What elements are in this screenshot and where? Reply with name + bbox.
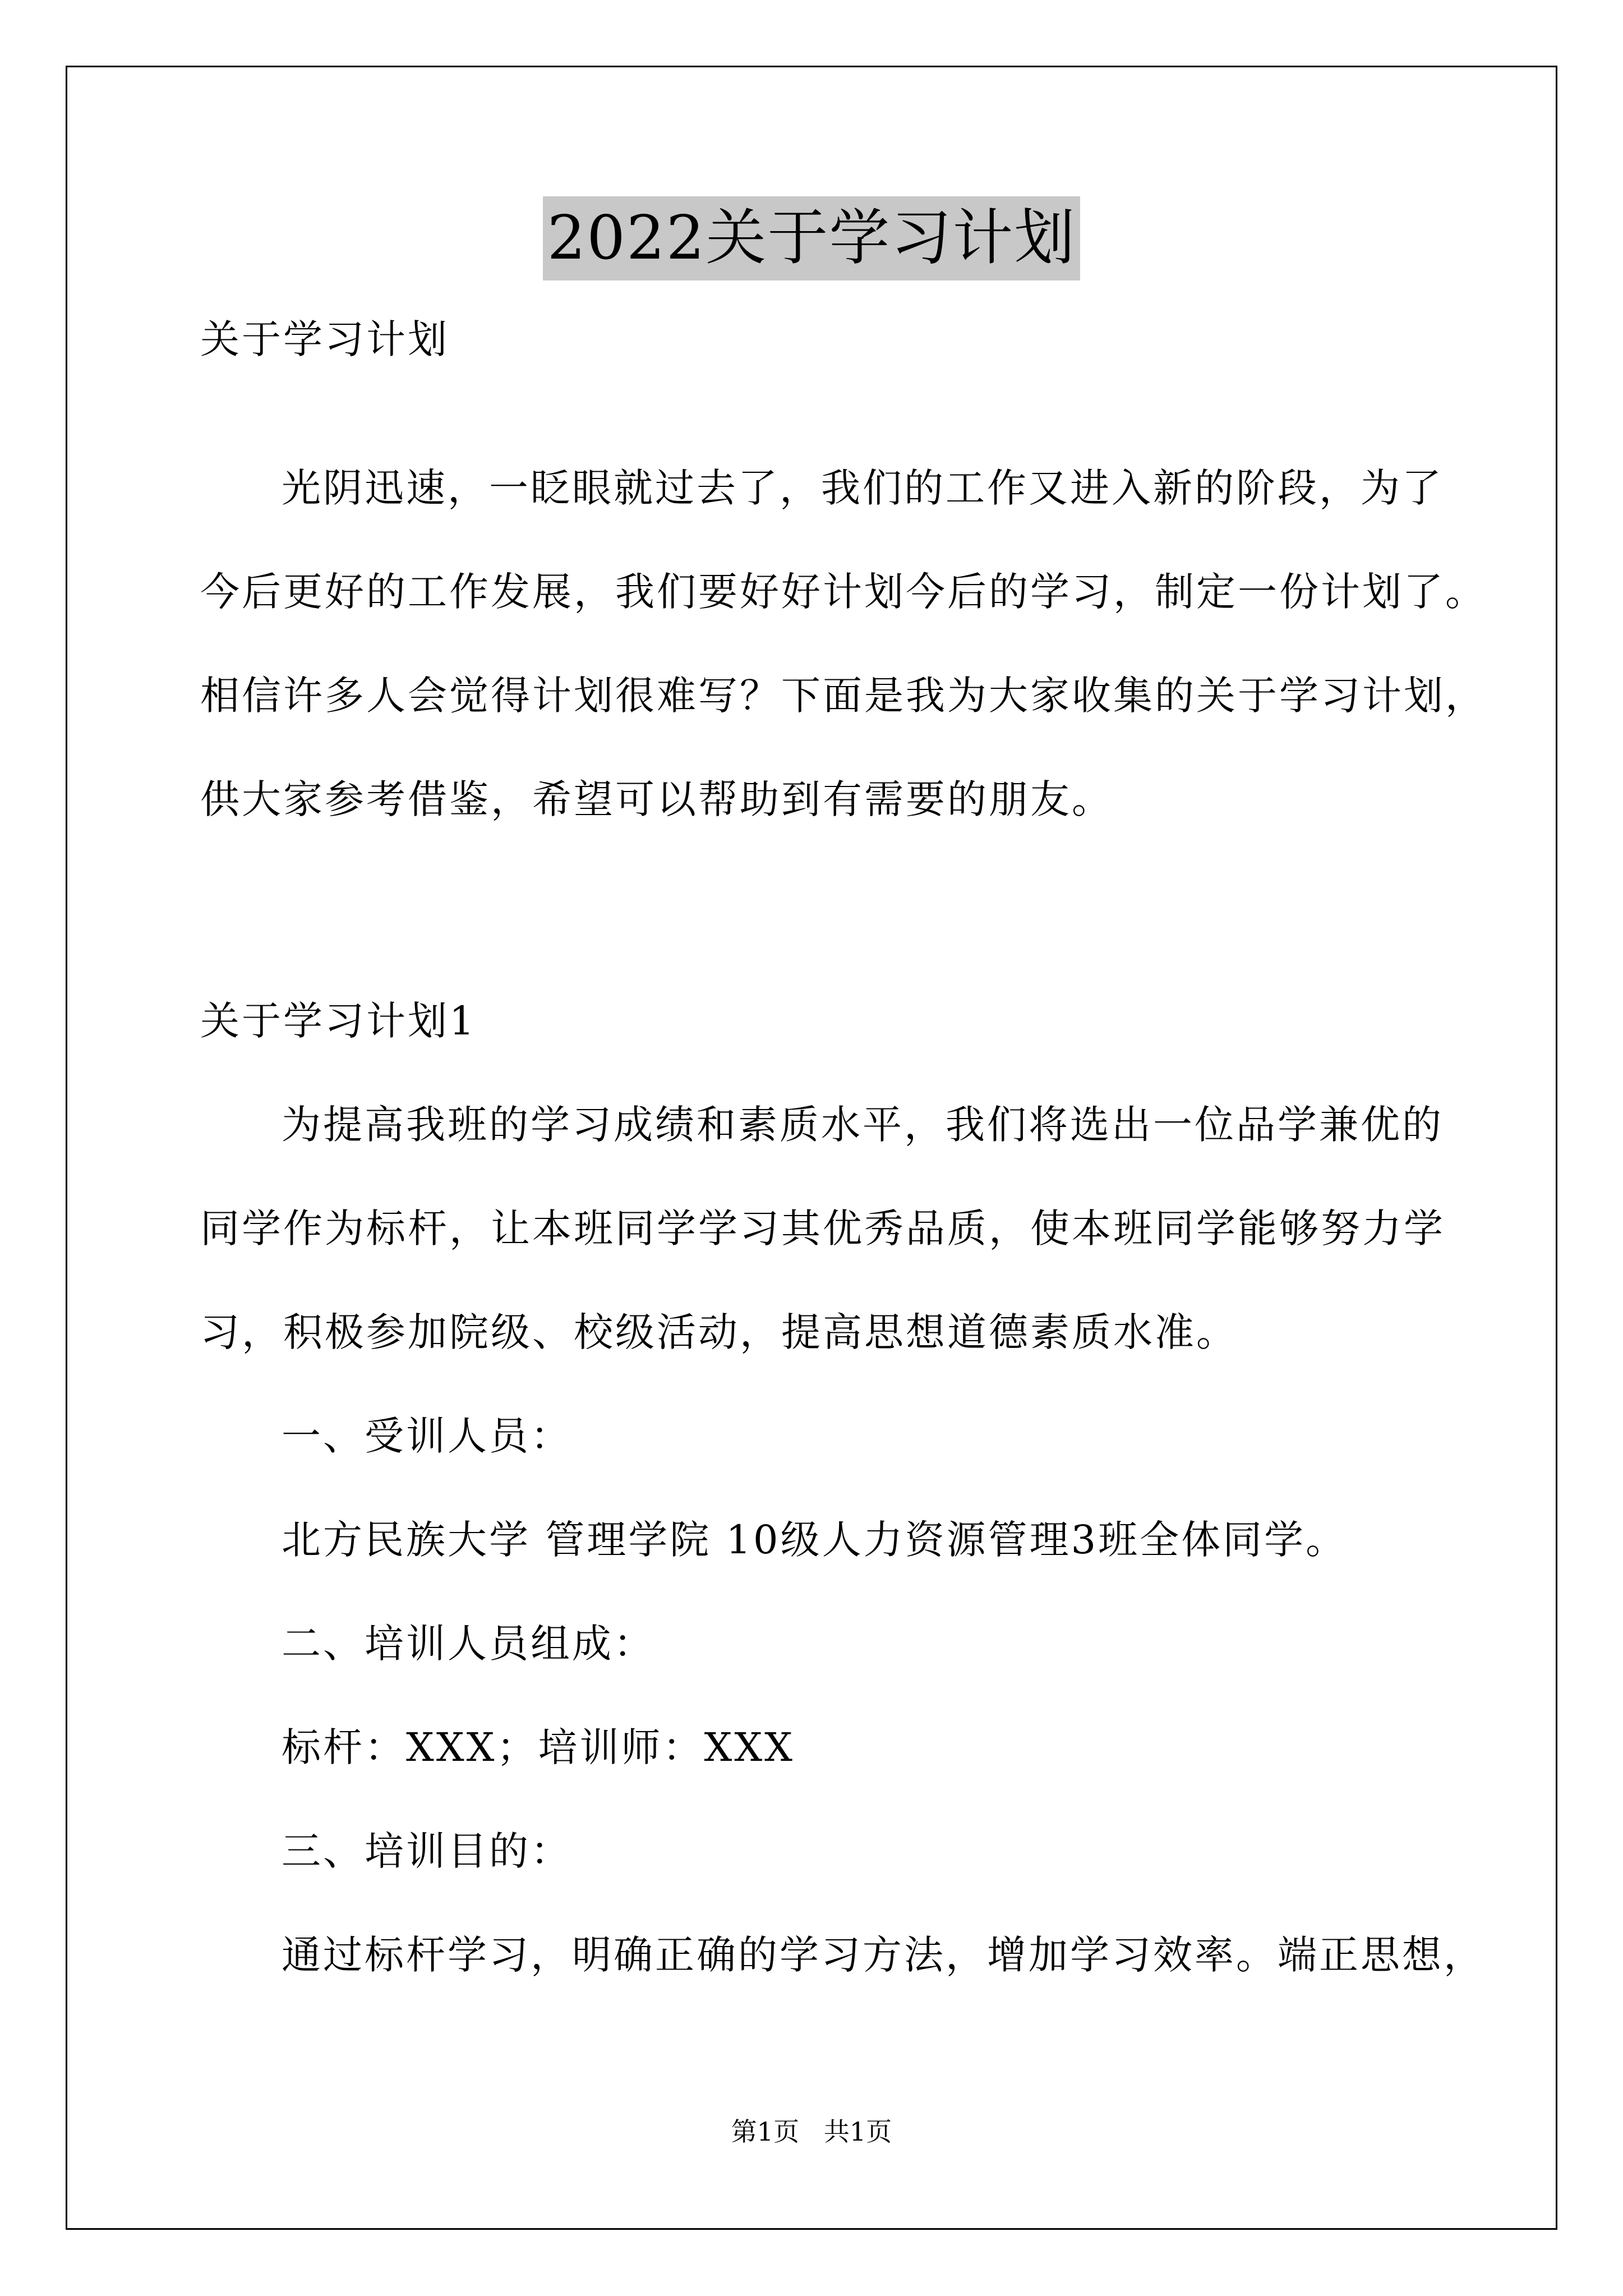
paragraph-line: 为提高我班的学习成绩和素质水平，我们将选出一位品学兼优的 — [282, 1102, 1444, 1148]
paragraph-line: 北方民族大学 管理学院 10级人力资源管理3班全体同学。 — [282, 1517, 1348, 1563]
list-heading: 一、受训人员： — [282, 1413, 572, 1459]
section-heading: 关于学习计划1 — [200, 998, 477, 1044]
document-title: 2022关于学习计划 — [543, 196, 1081, 280]
list-heading: 三、培训目的： — [282, 1828, 572, 1874]
list-heading: 二、培训人员组成： — [282, 1621, 655, 1667]
paragraph-line: 相信许多人会觉得计划很难写？下面是我为大家收集的关于学习计划， — [200, 673, 1487, 719]
page-footer: 第1页 共1页 — [731, 2116, 892, 2147]
paragraph-line: 光阴迅速，一眨眼就过去了，我们的工作又进入新的阶段，为了 — [282, 465, 1444, 511]
paragraph-line: 标杆：XXX；培训师：XXX — [282, 1724, 795, 1770]
paragraph-line: 同学作为标杆，让本班同学学习其优秀品质，使本班同学能够努力学 — [200, 1205, 1445, 1251]
paragraph-line: 今后更好的工作发展，我们要好好计划今后的学习，制定一份计划了。 — [200, 569, 1487, 615]
title-wrap — [0, 196, 1623, 280]
section-heading: 关于学习计划 — [200, 316, 449, 362]
paragraph-line: 习，积极参加院级、校级活动，提高思想道德素质水准。 — [200, 1309, 1238, 1355]
paragraph-line: 供大家参考借鉴，希望可以帮助到有需要的朋友。 — [200, 776, 1113, 822]
paragraph-line: 通过标杆学习，明确正确的学习方法，增加学习效率。端正思想， — [282, 1932, 1485, 1978]
